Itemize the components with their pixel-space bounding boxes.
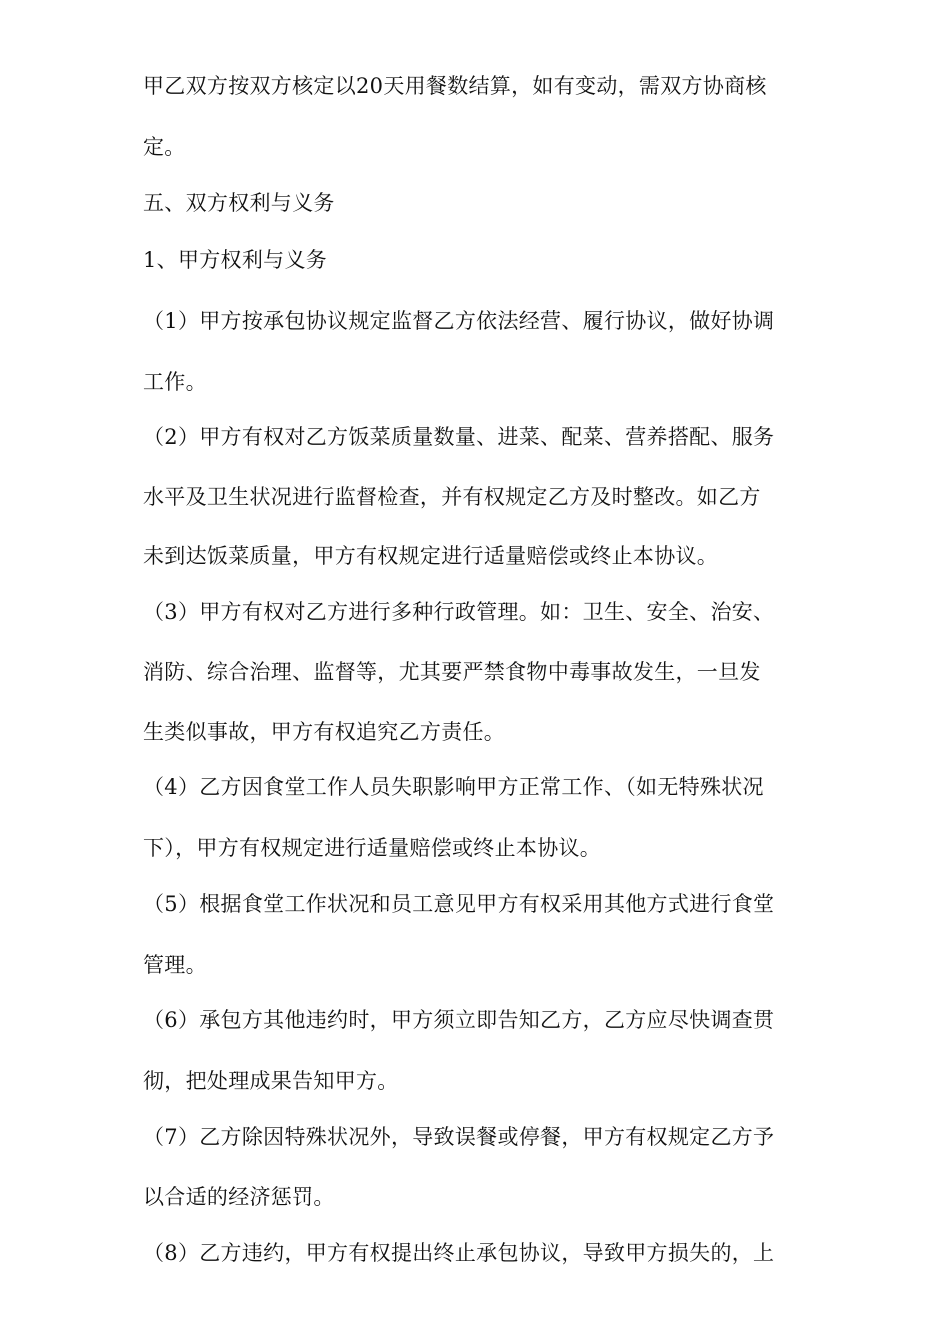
paragraph-line: 生类似事故，甲方有权追究乙方责任。 [143,720,506,744]
paragraph-line: （3）甲方有权对乙方进行多种行政管理。如：卫生、安全、治安、 [143,600,775,624]
section-heading: 五、双方权利与义务 [143,191,335,215]
paragraph-line: 工作。 [143,370,207,394]
paragraph-line: 定。 [143,135,186,159]
paragraph-line: （5）根据食堂工作状况和员工意见甲方有权采用其他方式进行食堂 [143,892,775,916]
paragraph-line: 管理。 [143,953,207,977]
paragraph-line: （2）甲方有权对乙方饭菜质量数量、进菜、配菜、营养搭配、服务 [143,425,775,449]
paragraph-line: （8）乙方违约，甲方有权提出终止承包协议，导致甲方损失的，上 [143,1241,775,1265]
paragraph-line: （4）乙方因食堂工作人员失职影响甲方正常工作、（如无特殊状况 [143,775,764,799]
paragraph-line: （7）乙方除因特殊状况外，导致误餐或停餐，甲方有权规定乙方予 [143,1125,775,1149]
paragraph-line: 下），甲方有权规定进行适量赔偿或终止本协议。 [143,836,602,860]
paragraph-line: 未到达饭菜质量，甲方有权规定进行适量赔偿或终止本协议。 [143,544,719,568]
paragraph-line: （1）甲方按承包协议规定监督乙方依法经营、履行协议，做好协调 [143,309,775,333]
paragraph-line: 水平及卫生状况进行监督检查，并有权规定乙方及时整改。如乙方 [143,485,761,509]
paragraph-line: 彻，把处理成果告知甲方。 [143,1069,399,1093]
paragraph-line: 甲乙双方按双方核定以20天用餐数结算，如有变动，需双方协商核 [143,74,767,98]
subsection-heading: 1、甲方权利与义务 [143,248,328,272]
paragraph-line: 消防、综合治理、监督等，尤其要严禁食物中毒事故发生，一旦发 [143,660,761,684]
paragraph-line: 以合适的经济惩罚。 [143,1185,335,1209]
paragraph-line: （6）承包方其他违约时，甲方须立即告知乙方，乙方应尽快调查贯 [143,1008,775,1032]
